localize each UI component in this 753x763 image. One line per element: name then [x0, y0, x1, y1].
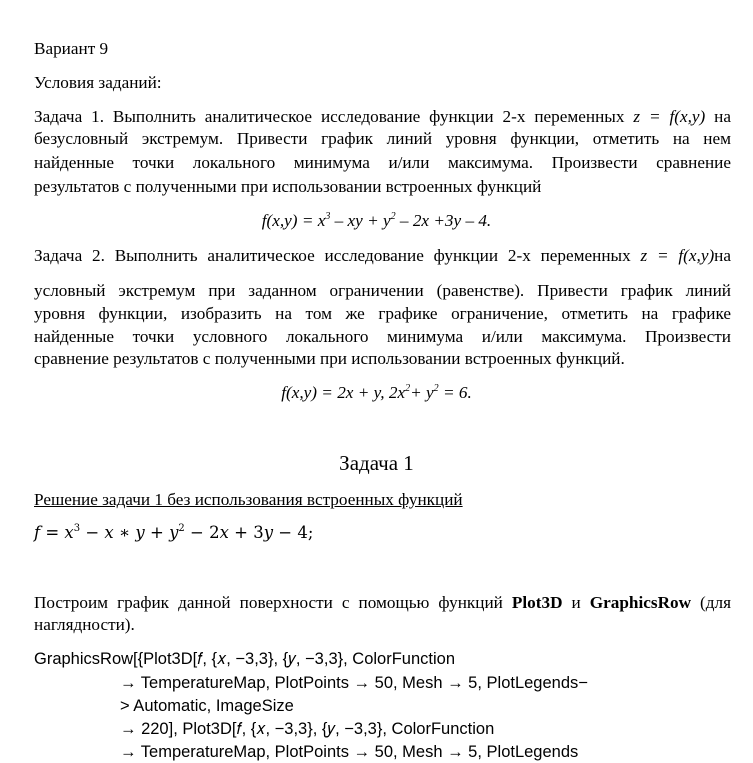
variant-title: Вариант 9 [34, 39, 109, 58]
code-line3: > Automatic, ImageSize [120, 697, 294, 715]
function-formula: 𝑓 = 𝑥$^3$ − 𝑥 ∗ 𝑦 + 𝑦$^2$ − 2𝑥 + 3𝑦 − 4; [34, 523, 314, 542]
task2-line4: найденные точки условного локального минимума и/или максимума. Произвести [34, 327, 731, 346]
task2-line1: Задача 2. Выполнить аналитическое исследование функции 2-х переменных z = f(x,y)на [34, 246, 731, 265]
subheading: Решение задачи 1 без использования встроенных функций [34, 490, 463, 509]
code-line2: → TemperatureMap, PlotPoints → 50, Mesh → 5, PlotLegends− [120, 674, 588, 692]
code-line5: → TemperatureMap, PlotPoints → 50, Mesh → 5, PlotLegends [120, 743, 579, 761]
task1-line4: результатов с полученными при использовании встроенных функций [34, 177, 542, 196]
task2-line5: сравнение результатов с полученными при использовании встроенных функций. [34, 349, 625, 368]
task1-line1: Задача 1. Выполнить аналитическое исследование функции 2-х переменных z = f(x,y) на [34, 107, 732, 126]
code-line4: → 220], Plot3D[𝑓, {𝑥, −3,3}, {𝑦, −3,3}, ColorFunction [120, 720, 495, 738]
paragraph-line1: Построим график данной поверхности с помощью функций Plot3D и GraphicsRow (для [34, 593, 731, 612]
section-heading: Задача 1 [339, 451, 414, 475]
code-line1: GraphicsRow[{Plot3D[𝑓, {𝑥, −3,3}, {𝑦, −3,3}, ColorFunction [34, 650, 456, 668]
task2-line3: уровня функции, изобразить на том же графике ограничение, отметить на графике [34, 304, 731, 323]
task1-line3: найденные точки локального минимума и/или максимума. Произвести сравнение [34, 153, 731, 172]
task1-line2: безусловный экстремум. Привести график линий уровня функции, отметить на нем [34, 129, 731, 148]
task1-formula: $f(x,y) = x^3$ – xy + $y^2 - 2x +3y - 4$. [261, 211, 492, 230]
task2-formula: f(x,y) = 2x + y, $2x^2+ y^2 = 6$. [281, 383, 472, 402]
task2-line2: условный экстремум при заданном ограничении (равенстве). Привести график линий [34, 281, 731, 300]
paragraph-line2: наглядности). [34, 615, 135, 634]
conditions-title: Условия заданий: [34, 73, 162, 92]
